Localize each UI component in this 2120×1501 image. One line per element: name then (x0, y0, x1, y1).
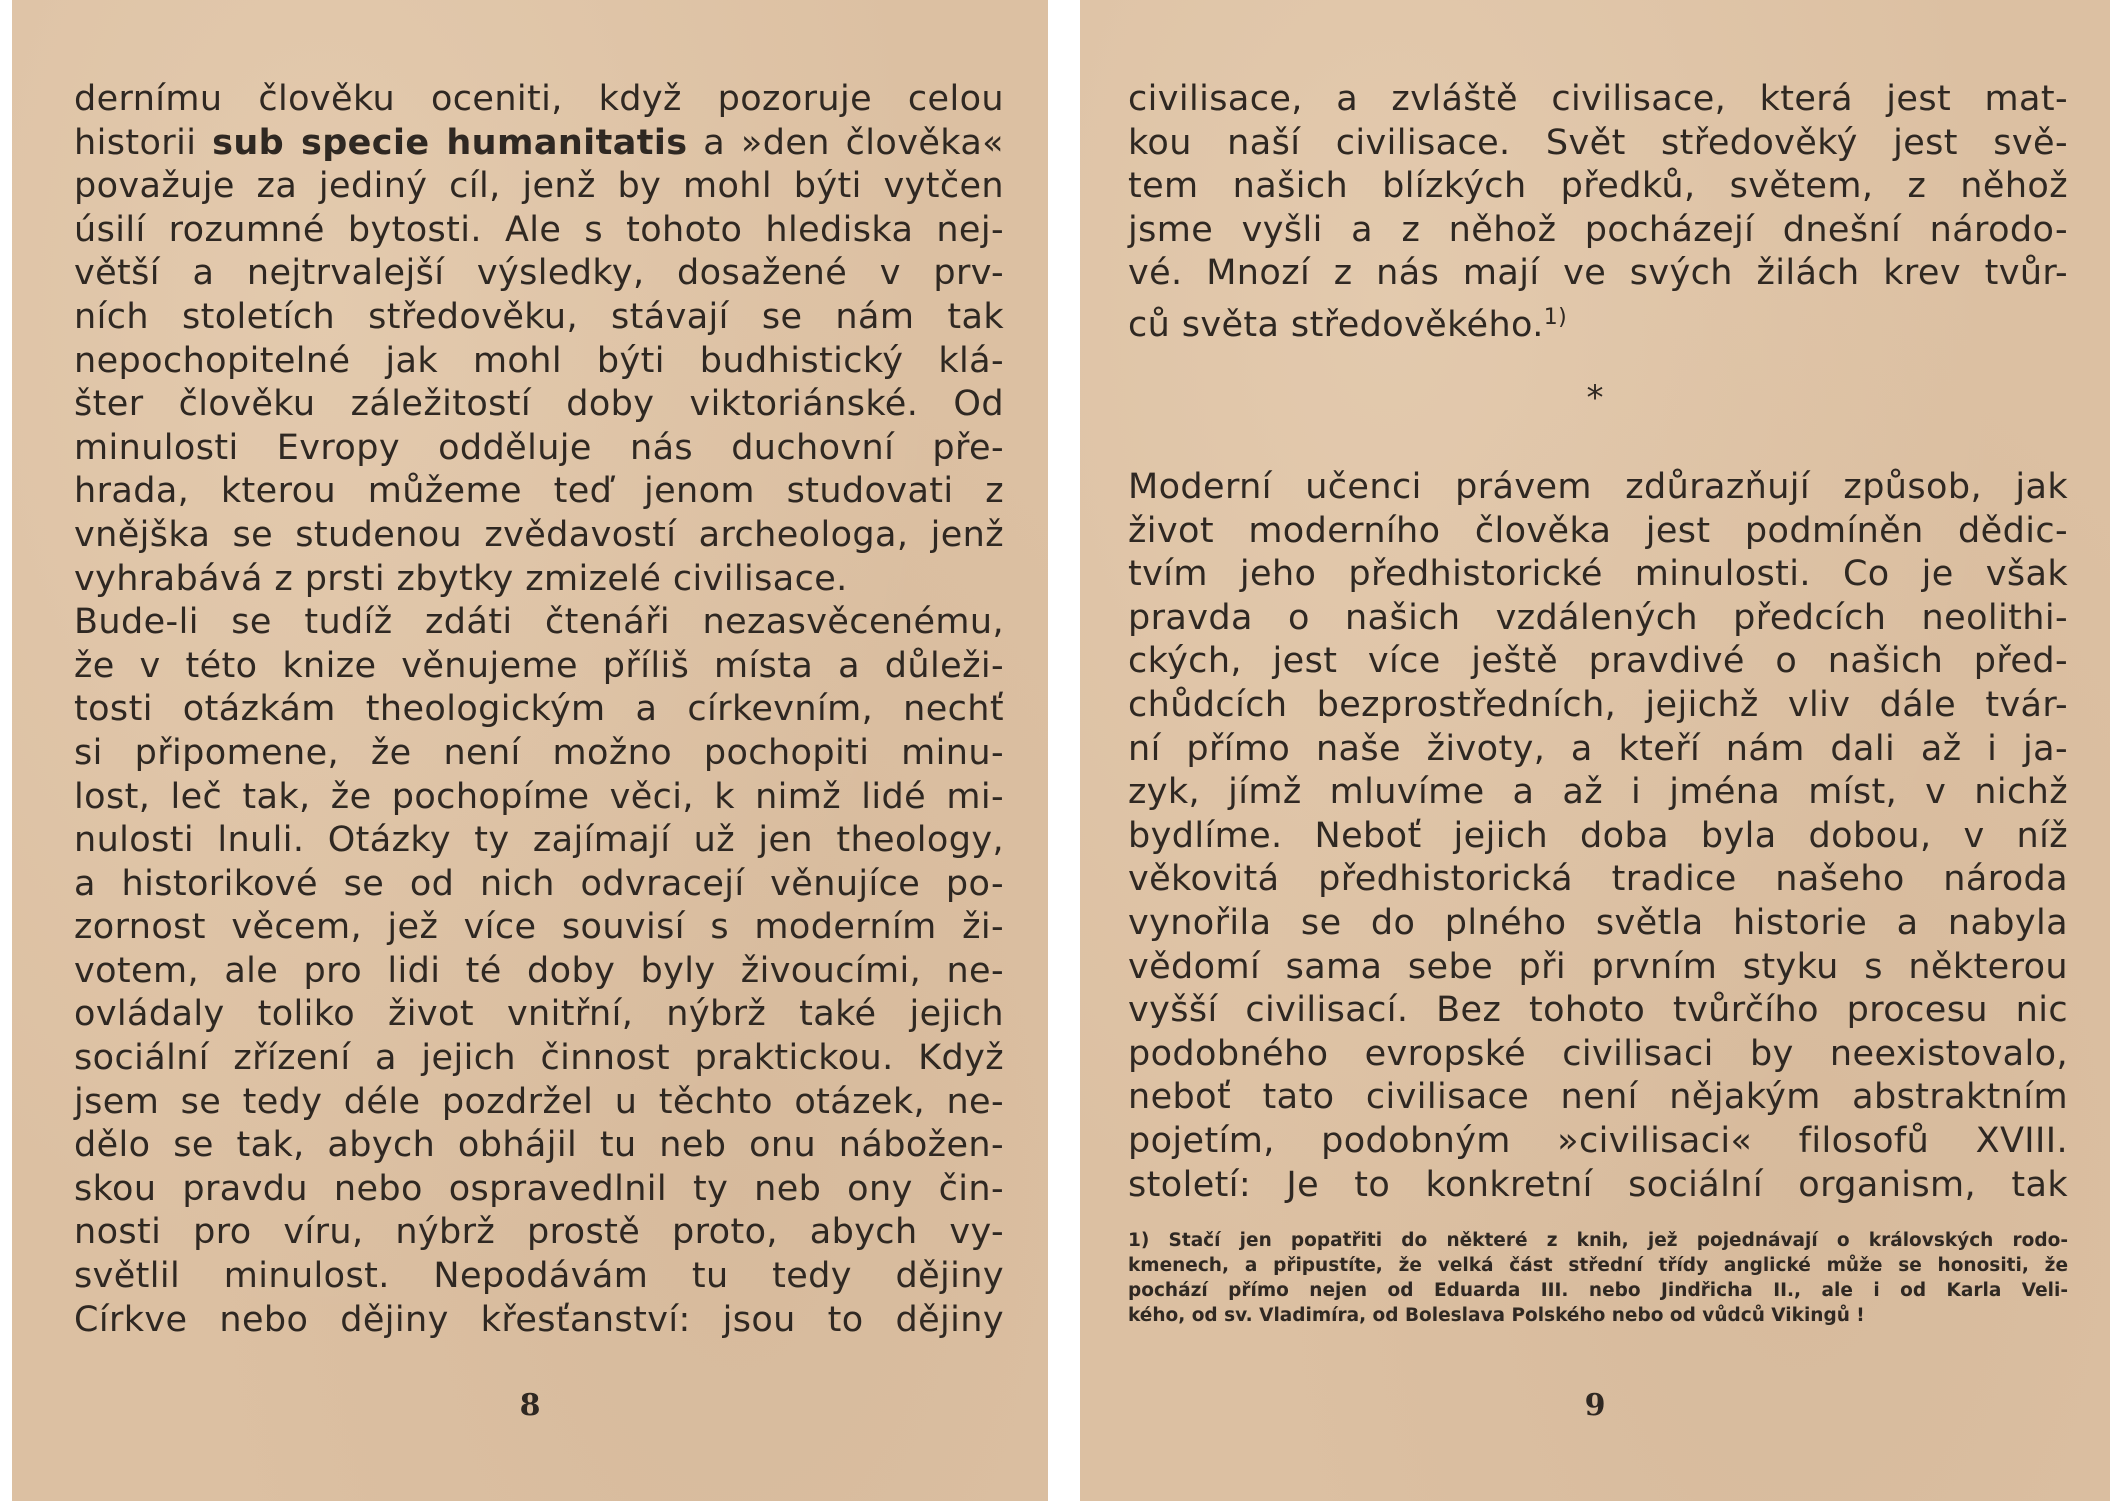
text-line: hrada, kterou můžeme teď jenom studovati z (74, 471, 1004, 512)
text-line: nepochopitelné jak mohl býti budhistický klá- (74, 340, 1004, 381)
footnote-marker: 1) (1543, 304, 1568, 330)
text-line: že v této knize věnujeme příliš místa a důleži- (74, 645, 1004, 686)
gutter (1048, 0, 1080, 1501)
text-line: minulosti Evropy odděluje nás duchovní pře- (74, 427, 1004, 468)
text-line: věkovitá předhistorická tradice našeho národa (1128, 859, 2068, 900)
text-line: zyk, jímž mluvíme a až i jména míst, v nichž (1128, 772, 2068, 813)
footnote-line: kmenech, a připustíte, že velká část střední třídy anglické může se honositi, že (1128, 1255, 2068, 1276)
page-number: 8 (519, 1388, 541, 1423)
section-separator: * (1586, 378, 1604, 418)
text-line: votem, ale pro lidi té doby byly živoucími, ne- (74, 950, 1004, 991)
text-line: vědomí sama sebe při prvním styku s některou (1128, 946, 2068, 987)
text-line: si připomene, že není možno pochopiti minu- (74, 732, 1004, 773)
text-line: považuje za jediný cíl, jenž by mohl býti vytčen (74, 166, 1004, 207)
text-line: bydlíme. Neboť jejich doba byla dobou, v níž (1128, 815, 2068, 856)
right-page-text-2 (1128, 466, 2068, 1207)
text-line: ovládaly toliko život vnitřní, nýbrž také jejich (74, 994, 1004, 1035)
text-line: historii sub specie humanitatis a »den člověka« (74, 122, 1004, 163)
text-line: zornost věcem, jež více souvisí s moderním ži- (74, 907, 1004, 948)
text-line: život moderního člověka jest podmíněn dědic- (1128, 510, 2068, 551)
page-number: 9 (1584, 1388, 1606, 1423)
text-line: ních stoletích středověku, stávají se nám tak (74, 296, 1004, 337)
text-line: podobného evropské civilisaci by neexistovalo, (1128, 1033, 2068, 1074)
text-line: větší a nejtrvalejší výsledky, dosažené v prv- (74, 253, 1004, 294)
text-line: nulosti lnuli. Otázky ty zajímají už jen theology, (74, 820, 1004, 861)
text-line: nosti pro víru, nýbrž prostě proto, abych vy- (74, 1212, 1004, 1253)
text-line: jsme vyšli a z něhož pocházejí dnešní národo- (1128, 209, 2068, 250)
footnote (1128, 1228, 2068, 1328)
text-line: skou pravdu nebo ospravedlnil ty neb ony čin- (74, 1168, 1004, 1209)
text-line: tosti otázkám theologickým a církevním, nechť (74, 689, 1004, 730)
text-line: sociální zřízení a jejich činnost praktickou. Když (74, 1038, 1004, 1079)
footnote-line: 1) Stačí jen popatřiti do některé z knih, jež pojednávají o královských rodo- (1128, 1230, 2068, 1251)
text-line: Církve nebo dějiny křesťanství: jsou to dějiny (74, 1299, 1004, 1340)
text-line: tem našich blízkých předků, světem, z něhož (1128, 166, 2068, 207)
text-line: ckých, jest více ještě pravdivé o našich před- (1128, 641, 2068, 682)
text-line: pravda o našich vzdálených předcích neolithi- (1128, 597, 2068, 638)
text-line: jsem se tedy déle pozdržel u těchto otázek, ne- (74, 1081, 1004, 1122)
text-line: Bude-li se tudíž zdáti čtenáři nezasvěcenému, (74, 602, 1004, 643)
text-line: vnějška se studenou zvědavostí archeologa, jenž (74, 514, 1004, 555)
text-line: Moderní učenci právem zdůrazňují způsob, jak (1128, 467, 2068, 507)
text-line: kou naší civilisace. Svět středověký jest svě- (1128, 122, 2068, 163)
text-line: lost, leč tak, že pochopíme věci, k nimž lidé mi- (74, 776, 1004, 817)
text-line: úsilí rozumné bytosti. Ale s tohoto hlediska nej- (74, 209, 1004, 250)
footnote-line: kého, od sv. Vladimíra, od Boleslava Polského nebo od vůdců Vikingů ! (1128, 1305, 1865, 1326)
left-page-text (74, 78, 1004, 1342)
left-page (12, 0, 1048, 1501)
text-line: vynořila se do plného světla historie a nabyla (1128, 902, 2068, 943)
latin-phrase: sub specie humanitatis (212, 122, 688, 163)
text-line: chůdcích bezprostředních, jejichž vliv dále tvár- (1128, 684, 2068, 725)
text-line: pojetím, podobným »civilisaci« filosofů XVIII. (1128, 1120, 2068, 1161)
text-line: vyhrabává z prsti zbytky zmizelé civilisace. (74, 558, 848, 599)
text-line: tvím jeho předhistorické minulosti. Co je však (1128, 554, 2068, 595)
text-line: vé. Mnozí z nás mají ve svých žilách krev tvůr- (1128, 253, 2068, 294)
text-line: dernímu člověku oceniti, když pozoruje celou (74, 79, 1004, 119)
text-line: neboť tato civilisace není nějakým abstraktním (1128, 1077, 2068, 1118)
right-page-text (1128, 78, 2068, 348)
text-line: století: Je to konkretní sociální organism, tak (1128, 1164, 2068, 1205)
text-line: ní přímo naše životy, a kteří nám dali až i ja- (1128, 728, 2068, 769)
text-line: dělo se tak, abych obhájil tu neb onu nábožen- (74, 1125, 1004, 1166)
text-line: světlil minulost. Nepodávám tu tedy dějiny (74, 1256, 1004, 1297)
right-page (1080, 0, 2110, 1501)
text-line: šter člověku záležitostí doby viktoriánské. Od (74, 384, 1004, 425)
text-line: ců světa středověkého.$^{1)}$ (1128, 304, 1568, 345)
text-line: a historikové se od nich odvracejí věnujíce po- (74, 863, 1004, 904)
footnote-line: pochází přímo nejen od Eduarda III. nebo Jindřicha II., ale i od Karla Veli- (1128, 1280, 2068, 1301)
text-line: civilisace, a zvláště civilisace, která jest mat- (1128, 79, 2068, 119)
text-line: vyšší civilisací. Bez tohoto tvůrčího procesu nic (1128, 990, 2068, 1031)
